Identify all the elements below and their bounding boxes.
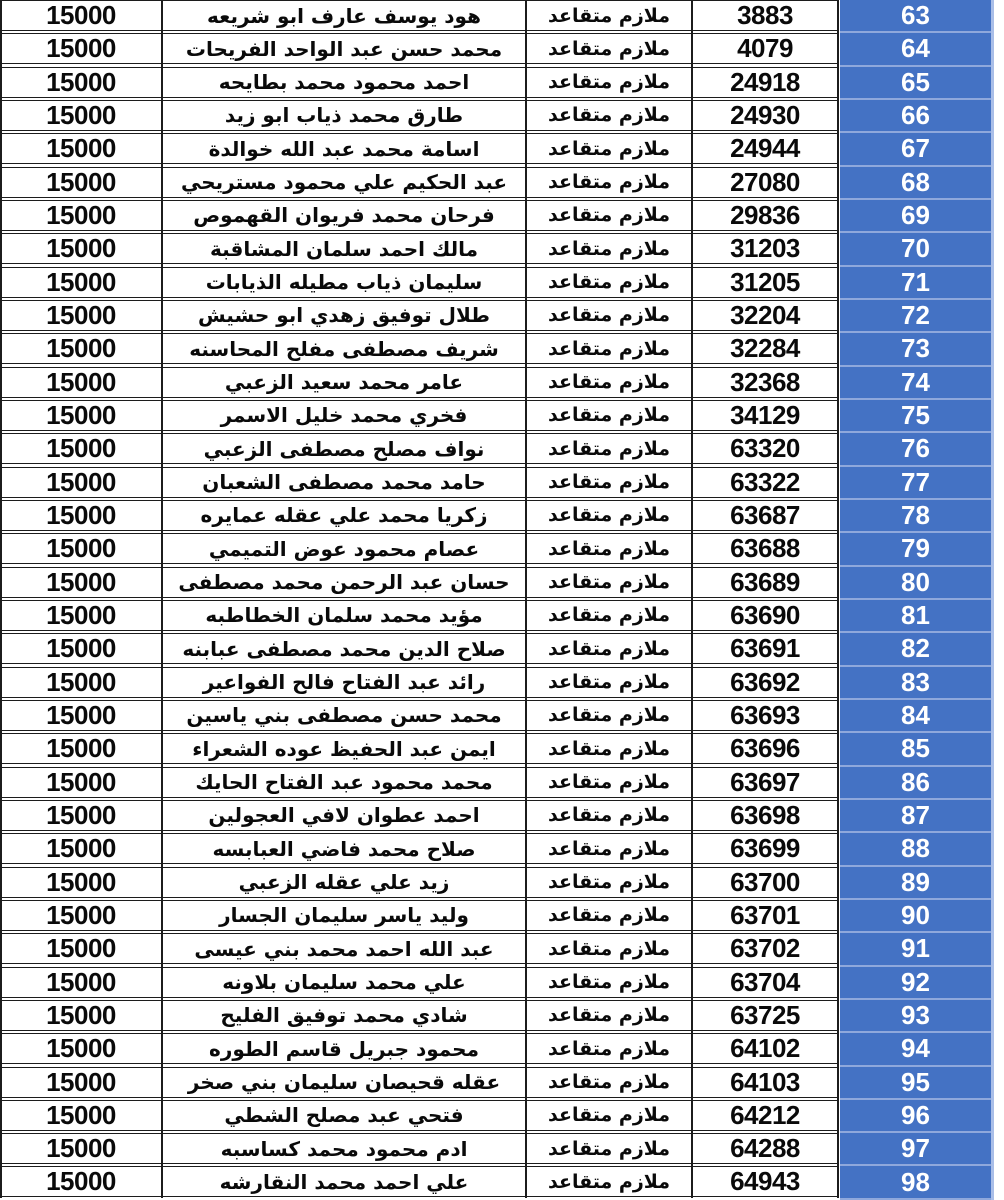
rank-cell: ملازم متقاعد — [548, 1104, 670, 1127]
amount-cell: 15000 — [46, 800, 116, 830]
amount-cell: 15000 — [46, 100, 116, 130]
row-number-cell: 92 — [840, 967, 991, 1000]
amount-cell: 15000 — [46, 500, 116, 530]
name-cell: محمد حسن مصطفى بني ياسين — [186, 703, 502, 728]
amount-cell: 15000 — [46, 1034, 116, 1064]
row-number-cell: 96 — [840, 1100, 991, 1133]
military-number-cell: 63702 — [730, 934, 800, 964]
military-number-cell: 63692 — [730, 667, 800, 697]
amount-cell: 15000 — [46, 34, 116, 64]
name-cell: صلاح محمد فاضي العبابسه — [212, 836, 476, 861]
name-cell: زكريا محمد علي عقله عمايره — [200, 503, 488, 528]
rank-cell: ملازم متقاعد — [548, 337, 670, 360]
military-number-cell: 63725 — [730, 1000, 800, 1030]
name-cell: عبد الله احمد محمد بني عيسى — [194, 936, 494, 961]
military-number-cell: 32204 — [730, 300, 800, 330]
military-number-cell: 29836 — [730, 200, 800, 230]
name-cell: علي احمد محمد النقارشه — [219, 1169, 469, 1194]
row-number-cell: 88 — [840, 833, 991, 866]
amount-cell: 15000 — [46, 434, 116, 464]
military-number-cell: 32368 — [730, 367, 800, 397]
table-row-box — [0, 500, 838, 531]
table-row-box — [0, 800, 838, 831]
amount-cell: 15000 — [46, 367, 116, 397]
name-cell: علي محمد سليمان بلاونه — [222, 970, 466, 995]
table-row-box — [0, 833, 838, 864]
row-number-cell: 82 — [840, 633, 991, 666]
row-number-cell: 65 — [840, 67, 991, 100]
rank-cell: ملازم متقاعد — [548, 4, 670, 27]
table-row-box — [0, 1067, 838, 1098]
military-number-cell: 4079 — [737, 34, 793, 64]
grid-vline-left — [0, 0, 2, 1198]
row-number-cell: 95 — [840, 1067, 991, 1100]
amount-cell: 15000 — [46, 967, 116, 997]
row-number-cell: 64 — [840, 33, 991, 66]
name-cell: حامد محمد مصطفى الشعبان — [202, 470, 486, 495]
military-number-cell: 31203 — [730, 234, 800, 264]
amount-cell: 15000 — [46, 534, 116, 564]
name-cell: شادي محمد توفيق الفليح — [220, 1003, 468, 1028]
row-number-cell: 93 — [840, 1000, 991, 1033]
rank-cell: ملازم متقاعد — [548, 204, 670, 227]
military-number-cell: 63698 — [730, 800, 800, 830]
table-row-box — [0, 733, 838, 764]
rank-cell: ملازم متقاعد — [548, 71, 670, 94]
row-number-cell: 79 — [840, 533, 991, 566]
rank-cell: ملازم متقاعد — [548, 1071, 670, 1093]
name-cell: عامر محمد سعيد الزعبي — [224, 370, 464, 395]
row-number-cell: 90 — [840, 900, 991, 933]
name-cell: محمود جبريل قاسم الطوره — [209, 1036, 479, 1061]
military-number-cell: 27080 — [730, 167, 800, 197]
rank-cell: ملازم متقاعد — [548, 404, 670, 427]
name-cell: محمد حسن عبد الواحد الفريحات — [185, 36, 503, 61]
row-number-cell: 76 — [840, 433, 991, 466]
row-number-cell: 86 — [840, 767, 991, 800]
table-row-box — [0, 900, 838, 931]
military-number-cell: 24918 — [730, 67, 800, 97]
row-number-cell: 73 — [840, 333, 991, 366]
name-cell: فرحان محمد فريوان القهموص — [193, 203, 495, 228]
amount-cell: 15000 — [46, 934, 116, 964]
rank-cell: ملازم متقاعد — [548, 471, 670, 494]
name-cell: حسان عبد الرحمن محمد مصطفى — [178, 570, 510, 595]
amount-cell: 15000 — [46, 1134, 116, 1164]
rank-cell: ملازم متقاعد — [548, 637, 670, 660]
amount-cell: 15000 — [46, 734, 116, 764]
table-row-box — [0, 600, 838, 631]
military-number-cell: 24944 — [730, 134, 800, 164]
row-number-cell: 81 — [840, 600, 991, 633]
table-row-box — [0, 1033, 838, 1064]
rank-cell: ملازم متقاعد — [548, 837, 670, 860]
name-cell: عبد الحكيم علي محمود مستريحي — [180, 170, 508, 195]
name-cell: سليمان ذياب مطيله الذيابات — [205, 270, 483, 295]
military-number-cell: 34129 — [730, 400, 800, 430]
row-number-cell: 78 — [840, 500, 991, 533]
rank-cell: ملازم متقاعد — [548, 671, 670, 694]
rank-cell: ملازم متقاعد — [548, 137, 670, 160]
rank-cell: ملازم متقاعد — [548, 237, 670, 260]
amount-cell: 15000 — [46, 1100, 116, 1130]
military-number-cell: 64103 — [730, 1067, 800, 1097]
row-number-cell: 97 — [840, 1133, 991, 1166]
grid-vline-right — [837, 0, 839, 1198]
rank-cell: ملازم متقاعد — [548, 37, 670, 60]
table-row-box — [0, 67, 838, 98]
military-number-cell: 63697 — [730, 767, 800, 797]
name-cell: عصام محمود عوض التميمي — [208, 536, 480, 561]
name-cell: محمد محمود عبد الفتاح الحايك — [195, 770, 493, 795]
table-row-box — [0, 233, 838, 264]
amount-cell: 15000 — [46, 200, 116, 230]
row-number-cell: 83 — [840, 667, 991, 700]
military-number-cell: 24930 — [730, 100, 800, 130]
military-number-cell: 32284 — [730, 334, 800, 364]
table-row-box — [0, 333, 838, 364]
name-cell: زيد علي عقله الزعبي — [238, 870, 450, 895]
table-row-box — [0, 533, 838, 564]
military-number-cell: 63693 — [730, 700, 800, 730]
table-row-box — [0, 433, 838, 464]
name-cell: طارق محمد ذياب ابو زيد — [224, 103, 464, 128]
table-row-box — [0, 1100, 838, 1131]
military-number-cell: 63704 — [730, 967, 800, 997]
military-number-cell: 31205 — [730, 267, 800, 297]
military-number-cell: 63691 — [730, 634, 800, 664]
military-number-cell: 63320 — [730, 434, 800, 464]
row-number-cell: 85 — [840, 733, 991, 766]
row-number-cell: 68 — [840, 167, 991, 200]
row-number-cell: 94 — [840, 1033, 991, 1066]
rank-cell: ملازم متقاعد — [548, 104, 670, 127]
index-column — [840, 0, 994, 1200]
military-number-cell: 63701 — [730, 900, 800, 930]
amount-cell: 15000 — [46, 1, 116, 30]
rank-cell: ملازم متقاعد — [548, 537, 670, 560]
name-cell: احمد عطوان لافي العجولين — [208, 803, 480, 828]
name-cell: صلاح الدين محمد مصطفى عبابنه — [182, 636, 506, 661]
amount-cell: 15000 — [46, 1067, 116, 1097]
table-row-box — [0, 967, 838, 998]
name-cell: هود يوسف عارف ابو شريعه — [207, 3, 481, 28]
row-number-cell: 69 — [840, 200, 991, 233]
row-number-cell: 70 — [840, 233, 991, 266]
amount-cell: 15000 — [46, 267, 116, 297]
amount-cell: 15000 — [46, 167, 116, 197]
table-row-box — [0, 933, 838, 964]
name-cell: فخري محمد خليل الاسمر — [220, 403, 468, 428]
rank-cell: ملازم متقاعد — [548, 304, 670, 327]
rank-cell: ملازم متقاعد — [548, 971, 670, 994]
name-cell: عقله قحيصان سليمان بني صخر — [187, 1070, 501, 1094]
name-cell: اسامة محمد عبد الله خوالدة — [208, 136, 480, 161]
amount-cell: 15000 — [46, 834, 116, 864]
rank-cell: ملازم متقاعد — [548, 1037, 670, 1060]
military-number-cell: 63689 — [730, 567, 800, 597]
amount-cell: 15000 — [46, 67, 116, 97]
row-number-cell: 67 — [840, 133, 991, 166]
table-row-box — [0, 567, 838, 598]
name-cell: احمد محمود محمد بطايحه — [218, 70, 470, 95]
row-number-cell: 63 — [840, 0, 991, 33]
table-row-box — [0, 300, 838, 331]
amount-cell: 15000 — [46, 667, 116, 697]
row-number-cell: 75 — [840, 400, 991, 433]
rank-cell: ملازم متقاعد — [548, 937, 670, 960]
row-number-cell: 89 — [840, 867, 991, 900]
rank-cell: ملازم متقاعد — [548, 771, 670, 794]
rank-cell: ملازم متقاعد — [548, 604, 670, 627]
military-number-cell: 63688 — [730, 534, 800, 564]
table-row-box — [0, 267, 838, 298]
rank-cell: ملازم متقاعد — [548, 804, 670, 827]
military-number-cell: 63700 — [730, 867, 800, 897]
table-row-box — [0, 767, 838, 798]
military-number-cell: 63687 — [730, 500, 800, 530]
rank-cell: ملازم متقاعد — [548, 1137, 670, 1160]
amount-cell: 15000 — [46, 867, 116, 897]
table-row-box — [0, 467, 838, 498]
rank-cell: ملازم متقاعد — [548, 737, 670, 760]
amount-cell: 15000 — [46, 1000, 116, 1030]
amount-cell: 15000 — [46, 900, 116, 930]
table-row-box — [0, 367, 838, 398]
table-row-box — [0, 867, 838, 898]
name-cell: ادم محمود محمد كساسبه — [220, 1136, 468, 1161]
row-number-cell: 91 — [840, 933, 991, 966]
grid-vline-name-rank — [525, 0, 527, 1198]
table-row-box — [0, 100, 838, 131]
row-number-cell: 71 — [840, 267, 991, 300]
table-row-box — [0, 633, 838, 664]
amount-cell: 15000 — [46, 400, 116, 430]
military-number-cell: 64102 — [730, 1034, 800, 1064]
amount-cell: 15000 — [46, 1167, 116, 1197]
table-row-box — [0, 167, 838, 198]
amount-cell: 15000 — [46, 700, 116, 730]
rank-cell: ملازم متقاعد — [548, 1170, 670, 1193]
table-row-box — [0, 700, 838, 731]
rank-cell: ملازم متقاعد — [548, 371, 670, 394]
rank-cell: ملازم متقاعد — [548, 271, 670, 294]
row-number-cell: 74 — [840, 367, 991, 400]
amount-cell: 15000 — [46, 600, 116, 630]
amount-cell: 15000 — [46, 134, 116, 164]
amount-cell: 15000 — [46, 467, 116, 497]
amount-cell: 15000 — [46, 234, 116, 264]
rank-cell: ملازم متقاعد — [548, 504, 670, 527]
amount-cell: 15000 — [46, 334, 116, 364]
table-row-box — [0, 1000, 838, 1031]
row-number-cell: 77 — [840, 467, 991, 500]
table-row-box — [0, 1133, 838, 1164]
rank-cell: ملازم متقاعد — [548, 904, 670, 927]
amount-cell: 15000 — [46, 567, 116, 597]
rank-cell: ملازم متقاعد — [548, 571, 670, 594]
rank-cell: ملازم متقاعد — [548, 171, 670, 194]
row-number-cell: 66 — [840, 100, 991, 133]
amount-cell: 15000 — [46, 767, 116, 797]
table-row-box — [0, 1166, 838, 1197]
military-number-cell: 63322 — [730, 467, 800, 497]
military-number-cell: 64212 — [730, 1100, 800, 1130]
name-cell: نواف مصلح مصطفى الزعبي — [203, 436, 485, 461]
name-cell: شريف مصطفى مفلح المحاسنه — [189, 336, 499, 361]
rank-cell: ملازم متقاعد — [548, 871, 670, 894]
table-row-box — [0, 667, 838, 698]
name-cell: رائد عبد الفتاح فالح الفواعير — [202, 670, 486, 695]
table-row-box — [0, 0, 838, 31]
name-cell: ايمن عبد الحفيظ عوده الشعراء — [192, 736, 496, 761]
name-cell: مؤيد محمد سلمان الخطاطبه — [205, 603, 483, 628]
row-number-cell: 80 — [840, 567, 991, 600]
grid-vline-rank-number — [691, 0, 693, 1198]
name-cell: مالك احمد سلمان المشاقبة — [210, 236, 478, 261]
table-row-box — [0, 200, 838, 231]
row-number-cell: 84 — [840, 700, 991, 733]
amount-cell: 15000 — [46, 300, 116, 330]
row-number-cell: 87 — [840, 800, 991, 833]
rank-cell: ملازم متقاعد — [548, 704, 670, 727]
military-number-cell: 63696 — [730, 734, 800, 764]
military-number-cell: 64943 — [730, 1167, 800, 1197]
military-number-cell: 64288 — [730, 1134, 800, 1164]
table-row-box — [0, 133, 838, 164]
rank-cell: ملازم متقاعد — [548, 437, 670, 460]
table-row-box — [0, 33, 838, 64]
name-cell: فتحي عبد مصلح الشطي — [224, 1103, 464, 1128]
amount-cell: 15000 — [46, 634, 116, 664]
grid-vline-amount-name — [161, 0, 163, 1198]
rank-cell: ملازم متقاعد — [548, 1004, 670, 1027]
row-number-cell: 98 — [840, 1166, 991, 1199]
military-number-cell: 63699 — [730, 834, 800, 864]
name-cell: وليد ياسر سليمان الجسار — [219, 903, 469, 928]
table-row-box — [0, 400, 838, 431]
military-number-cell: 63690 — [730, 600, 800, 630]
name-cell: طلال توفيق زهدي ابو حشيش — [198, 303, 490, 328]
row-number-cell: 72 — [840, 300, 991, 333]
military-number-cell: 3883 — [737, 1, 793, 30]
